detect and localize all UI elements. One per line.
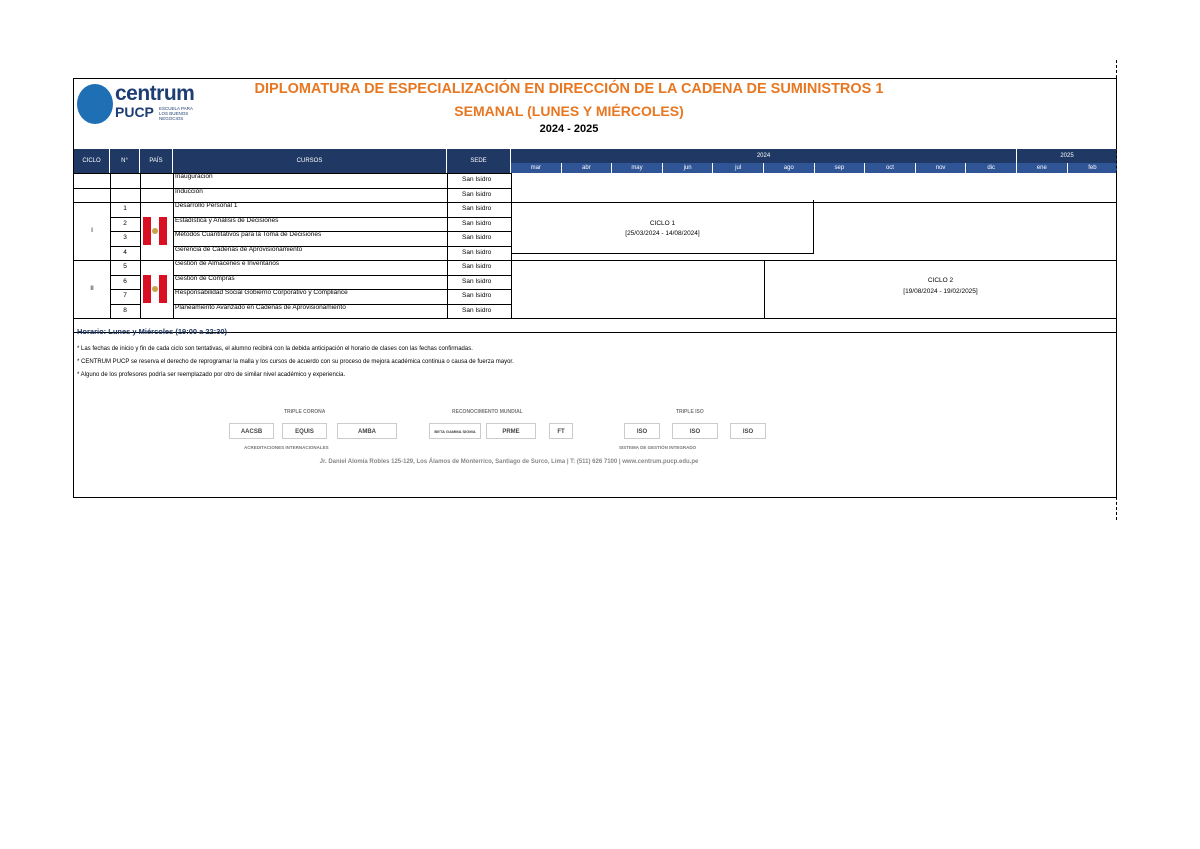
course-name: Gerencia de Cadenas de Aprovisionamiento [175, 245, 303, 253]
col-divider [173, 260, 174, 318]
ciclo-label: II [90, 285, 94, 292]
col-divider [110, 260, 111, 318]
month-jul: jul [713, 163, 764, 173]
col-divider [110, 202, 111, 260]
row-divider [110, 231, 140, 232]
month-oct: oct [865, 163, 916, 173]
course-name: Inducción [175, 187, 203, 195]
page-edge-marker [1116, 60, 1117, 520]
course-name: Estadística y Análisis de Decisiones [175, 216, 279, 224]
ciclo-2-label: CICLO 2 [927, 277, 954, 284]
period-years: 2024 - 2025 [539, 123, 599, 135]
ciclo-1-dates: [25/03/2024 - 14/08/2024] [625, 230, 700, 237]
row-divider [74, 318, 1117, 319]
col-divider [140, 202, 141, 260]
acreditaciones-label: ACREDITACIONES INTERNACIONALES [244, 445, 329, 450]
row-divider [173, 246, 511, 247]
header-year-2024: 2024 [511, 149, 1017, 163]
ciclo-2-dates: [19/08/2024 - 19/02/2025] [903, 288, 978, 295]
course-sede: San Isidro [462, 190, 492, 198]
header-sede: SEDE [447, 149, 511, 173]
header-pais: PAÍS [140, 149, 173, 173]
month-jun: jun [663, 163, 714, 173]
schedule-subtitle: SEMANAL (LUNES Y MIÉRCOLES) [454, 103, 684, 119]
row-divider [110, 289, 140, 290]
course-sede: San Isidro [462, 277, 492, 285]
ft-logo: FT [549, 423, 573, 439]
course-sede: San Isidro [462, 306, 492, 314]
course-number: 6 [123, 277, 127, 285]
address-line: Jr. Daniel Alomía Robles 125-129, Los Álamos de Monterrico, Santiago de Surco, Lima | T: (511) 626 7100 | www.centrum.pucp.edu.pe [319, 459, 699, 465]
course-number: 8 [123, 306, 127, 314]
logo-pucp-text: PUCP [115, 104, 154, 120]
course-sede: San Isidro [462, 234, 492, 241]
course-calendar-grid [74, 149, 1117, 319]
course-name: Gestión de Compras [175, 274, 235, 282]
ciclo-label: I [91, 227, 93, 234]
course-sede: San Isidro [462, 176, 492, 183]
note-1: * Las fechas de inicio y fin de cada ciclo son tentativas, el alumno recibirá con la debida anticipación el horario de clases con las fechas confirmadas. [77, 346, 473, 352]
aacsb-logo: AACSB [229, 423, 274, 439]
prme-logo: PRME [486, 423, 536, 439]
course-sede: San Isidro [462, 292, 492, 299]
col-divider [173, 173, 174, 202]
col-divider [140, 260, 141, 318]
sistema-gestion-label: SISTEMA DE GESTIÓN INTEGRADO [619, 445, 697, 450]
row-divider [173, 231, 511, 232]
course-number: 4 [123, 248, 127, 256]
course-name: Desarrollo Personal 1 [175, 202, 238, 209]
peru-flag-icon [143, 217, 167, 245]
program-title: DIPLOMATURA DE ESPECIALIZACIÓN EN DIRECCIÓN DE LA CADENA DE SUMINISTROS 1 [254, 81, 884, 97]
course-name: Planeamiento Avanzado en Cadenas de Aprovisionamiento [175, 303, 346, 311]
accreditations-banner [224, 409, 794, 469]
notes-section [77, 327, 1077, 385]
course-sede: San Isidro [462, 263, 492, 270]
triple-iso-label: TRIPLE ISO [676, 409, 704, 415]
month-mar: mar [511, 163, 562, 173]
row-divider [110, 275, 140, 276]
header-num: N° [110, 149, 140, 173]
note-2: * CENTRUM PUCP se reserva el derecho de reprogramar la malla y los cursos de acuerdo con su proceso de mejora académica continua o causa de fuerza mayor. [77, 359, 514, 365]
iso-logo-3: ISO [730, 423, 766, 439]
month-ene: ene [1017, 163, 1068, 173]
month-nov: nov [916, 163, 967, 173]
peru-flag-icon [143, 275, 167, 303]
header-year-2025: 2025 [1017, 149, 1117, 163]
course-number: 3 [123, 234, 127, 241]
course-sede: San Isidro [462, 219, 492, 227]
row-divider [173, 289, 511, 290]
course-name: Métodos Cuantitativos para la Toma de Decisiones [175, 231, 322, 238]
header-cursos: CURSOS [173, 149, 447, 173]
row-divider [110, 304, 140, 305]
col-divider [110, 173, 111, 202]
iso-logo-2: ISO [672, 423, 718, 439]
col-divider [447, 173, 448, 202]
triple-corona-label: TRIPLE CORONA [284, 409, 326, 415]
course-sede: San Isidro [462, 248, 492, 256]
beta-gamma-sigma-logo: BETA GAMMA SIGMA [429, 423, 481, 439]
course-name: Responsabilidad Social Gobierno Corporativo y Compliance [175, 289, 348, 296]
course-number: 7 [123, 292, 127, 299]
schedule-sheet [73, 78, 1117, 498]
month-ago: ago [764, 163, 815, 173]
logo-centrum-text: centrum [115, 82, 195, 105]
ciclo-1-label: CICLO 1 [649, 220, 676, 227]
col-divider [140, 173, 141, 202]
course-number: 5 [123, 263, 127, 270]
row-divider [173, 275, 511, 276]
row-divider [74, 260, 1117, 261]
month-dic: dic [966, 163, 1017, 173]
schedule-hours: Horario: Lunes y Miércoles (19:00 a 22:30) [77, 327, 228, 336]
col-divider [511, 260, 512, 318]
col-divider [447, 202, 448, 260]
amba-logo: AMBA [337, 423, 397, 439]
row-divider [110, 217, 140, 218]
month-abr: abr [562, 163, 613, 173]
course-number: 1 [123, 205, 127, 212]
course-number: 2 [123, 219, 127, 227]
logo-tagline: ESCUELA PARA LOS BUENOS NEGOCIOS [159, 106, 193, 121]
month-may: may [612, 163, 663, 173]
col-divider [173, 202, 174, 260]
row-divider [173, 304, 511, 305]
course-name: Gestión de Almacenes e Inventarios [175, 260, 280, 267]
col-divider [511, 173, 512, 202]
note-3: * Alguno de los profesores podría ser reemplazado por otro de similar nivel académico y experiencia. [77, 372, 346, 378]
course-sede: San Isidro [462, 205, 492, 212]
reconocimiento-label: RECONOCIMIENTO MUNDIAL [452, 409, 523, 415]
row-divider [110, 246, 140, 247]
course-name: Inauguracion [175, 173, 213, 180]
month-sep: sep [815, 163, 866, 173]
iso-logo-1: ISO [624, 423, 660, 439]
header-ciclo: CICLO [74, 149, 110, 173]
row-divider [173, 217, 511, 218]
col-divider [447, 260, 448, 318]
month-feb: feb [1068, 163, 1119, 173]
equis-logo: EQUIS [282, 423, 327, 439]
